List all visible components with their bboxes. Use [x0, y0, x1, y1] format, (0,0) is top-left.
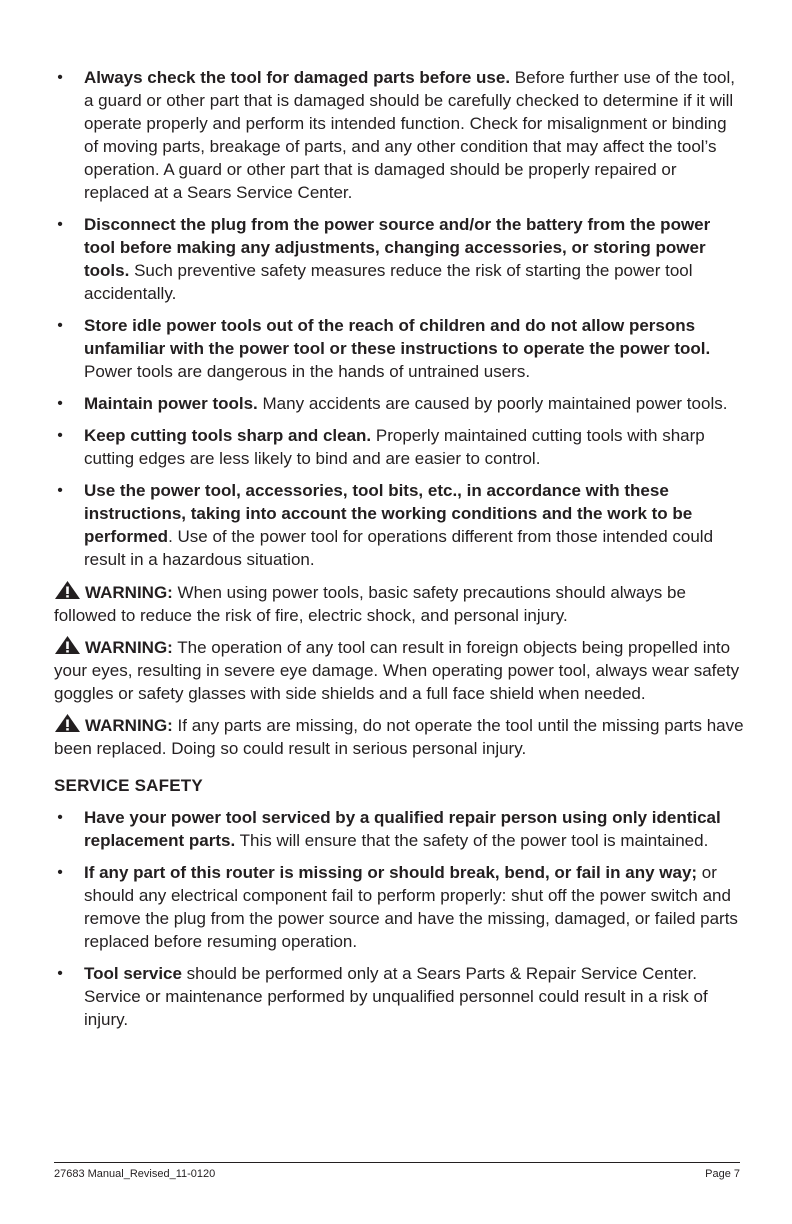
- warning-triangle-icon: [54, 713, 81, 733]
- bullet-icon: •: [57, 395, 63, 412]
- item-text: . Use of the power tool for operations different from those intended could result in a hazardous situation.: [84, 527, 714, 569]
- general-safety-list: [54, 66, 744, 571]
- item-text: should be performed only at a Sears Parts & Repair Service Center. Service or maintenance performed by unqualified personnel could result in a risk of injury.: [84, 964, 708, 1029]
- item-text: Before further use of the tool, a guard or other part that is damaged should be carefully checked to determine if it will operate properly and perform its intended function. Check for misalignment or binding of moving parts, breakage of parts, and any other condition that may affect the tool’s operation. A guard or other part that is damaged should be properly repaired or replaced at a Sears Service Center.: [84, 68, 735, 202]
- list-item: [54, 962, 744, 1031]
- warnings-block: [54, 580, 744, 760]
- item-lead: Have your power tool serviced by a qualified repair person using only identical replacement parts.: [84, 808, 721, 850]
- item-lead: Tool service: [84, 964, 182, 983]
- page-footer: [54, 1162, 740, 1181]
- item-text: Properly maintained cutting tools with sharp cutting edges are less likely to bind and are easier to control.: [84, 426, 705, 468]
- service-safety-list: [54, 806, 744, 1031]
- list-item: [54, 66, 744, 204]
- item-text: This will ensure that the safety of the power tool is maintained.: [235, 831, 709, 850]
- warning-text: The operation of any tool can result in foreign objects being propelled into your eyes, resulting in severe eye damage. When operating power tool, always wear safety goggles or safety glasses with side shields and a full face shield when needed.: [54, 638, 740, 703]
- bullet-icon: •: [57, 317, 63, 334]
- warning-label: WARNING:: [85, 716, 173, 735]
- item-text: Such preventive safety measures reduce the risk of starting the power tool accidentally.: [84, 261, 693, 303]
- bullet-icon: •: [57, 965, 63, 982]
- item-lead: Keep cutting tools sharp and clean.: [84, 426, 372, 445]
- item-lead: Disconnect the plug from the power source and/or the battery from the power tool before making any adjustments, changing accessories, or storing power tools.: [84, 215, 711, 280]
- page-content: [54, 66, 744, 1040]
- bullet-icon: •: [57, 69, 63, 86]
- item-text: or should any electrical component fail to perform properly: shut off the power switch and remove the plug from the power source and have the missing, damaged, or failed parts replaced before resuming operation.: [84, 863, 738, 951]
- list-item: [54, 861, 744, 953]
- warning-paragraph: [54, 635, 744, 705]
- item-lead: Use the power tool, accessories, tool bits, etc., in accordance with these instructions, taking into account the working conditions and the work to be performed: [84, 481, 693, 546]
- list-item: [54, 806, 744, 852]
- warning-triangle-icon: [54, 635, 81, 655]
- warning-label: WARNING:: [85, 583, 173, 602]
- warning-text: If any parts are missing, do not operate the tool until the missing parts have been replaced. Doing so could result in serious personal injury.: [54, 716, 744, 758]
- footer-doc-id: 27683 Manual_Revised_11-0120: [54, 1168, 216, 1180]
- list-item: [54, 314, 744, 383]
- bullet-icon: •: [57, 482, 63, 499]
- list-item: [54, 479, 744, 571]
- warning-paragraph: [54, 580, 744, 627]
- bullet-icon: •: [57, 809, 63, 826]
- item-lead: If any part of this router is missing or should break, bend, or fail in any way;: [84, 863, 698, 882]
- bullet-icon: •: [57, 864, 63, 881]
- list-item: [54, 213, 744, 305]
- item-lead: Maintain power tools.: [84, 394, 258, 413]
- item-lead: Always check the tool for damaged parts before use.: [84, 68, 511, 87]
- bullet-icon: •: [57, 427, 63, 444]
- warning-label: WARNING:: [85, 638, 173, 657]
- item-text: Many accidents are caused by poorly maintained power tools.: [257, 394, 728, 413]
- footer-page-number: Page 7: [705, 1168, 740, 1180]
- bullet-icon: •: [57, 216, 63, 233]
- warning-paragraph: [54, 713, 744, 760]
- list-item: [54, 392, 744, 415]
- list-item: [54, 424, 744, 470]
- warning-triangle-icon: [54, 580, 81, 600]
- section-title: SERVICE SAFETY: [54, 776, 203, 795]
- warning-text: When using power tools, basic safety precautions should always be followed to reduce the risk of fire, electric shock, and personal injury.: [54, 583, 686, 625]
- item-lead: Store idle power tools out of the reach of children and do not allow persons unfamiliar with the power tool or these instructions to operate the power tool.: [84, 316, 711, 358]
- item-text: Power tools are dangerous in the hands of untrained users.: [84, 362, 531, 381]
